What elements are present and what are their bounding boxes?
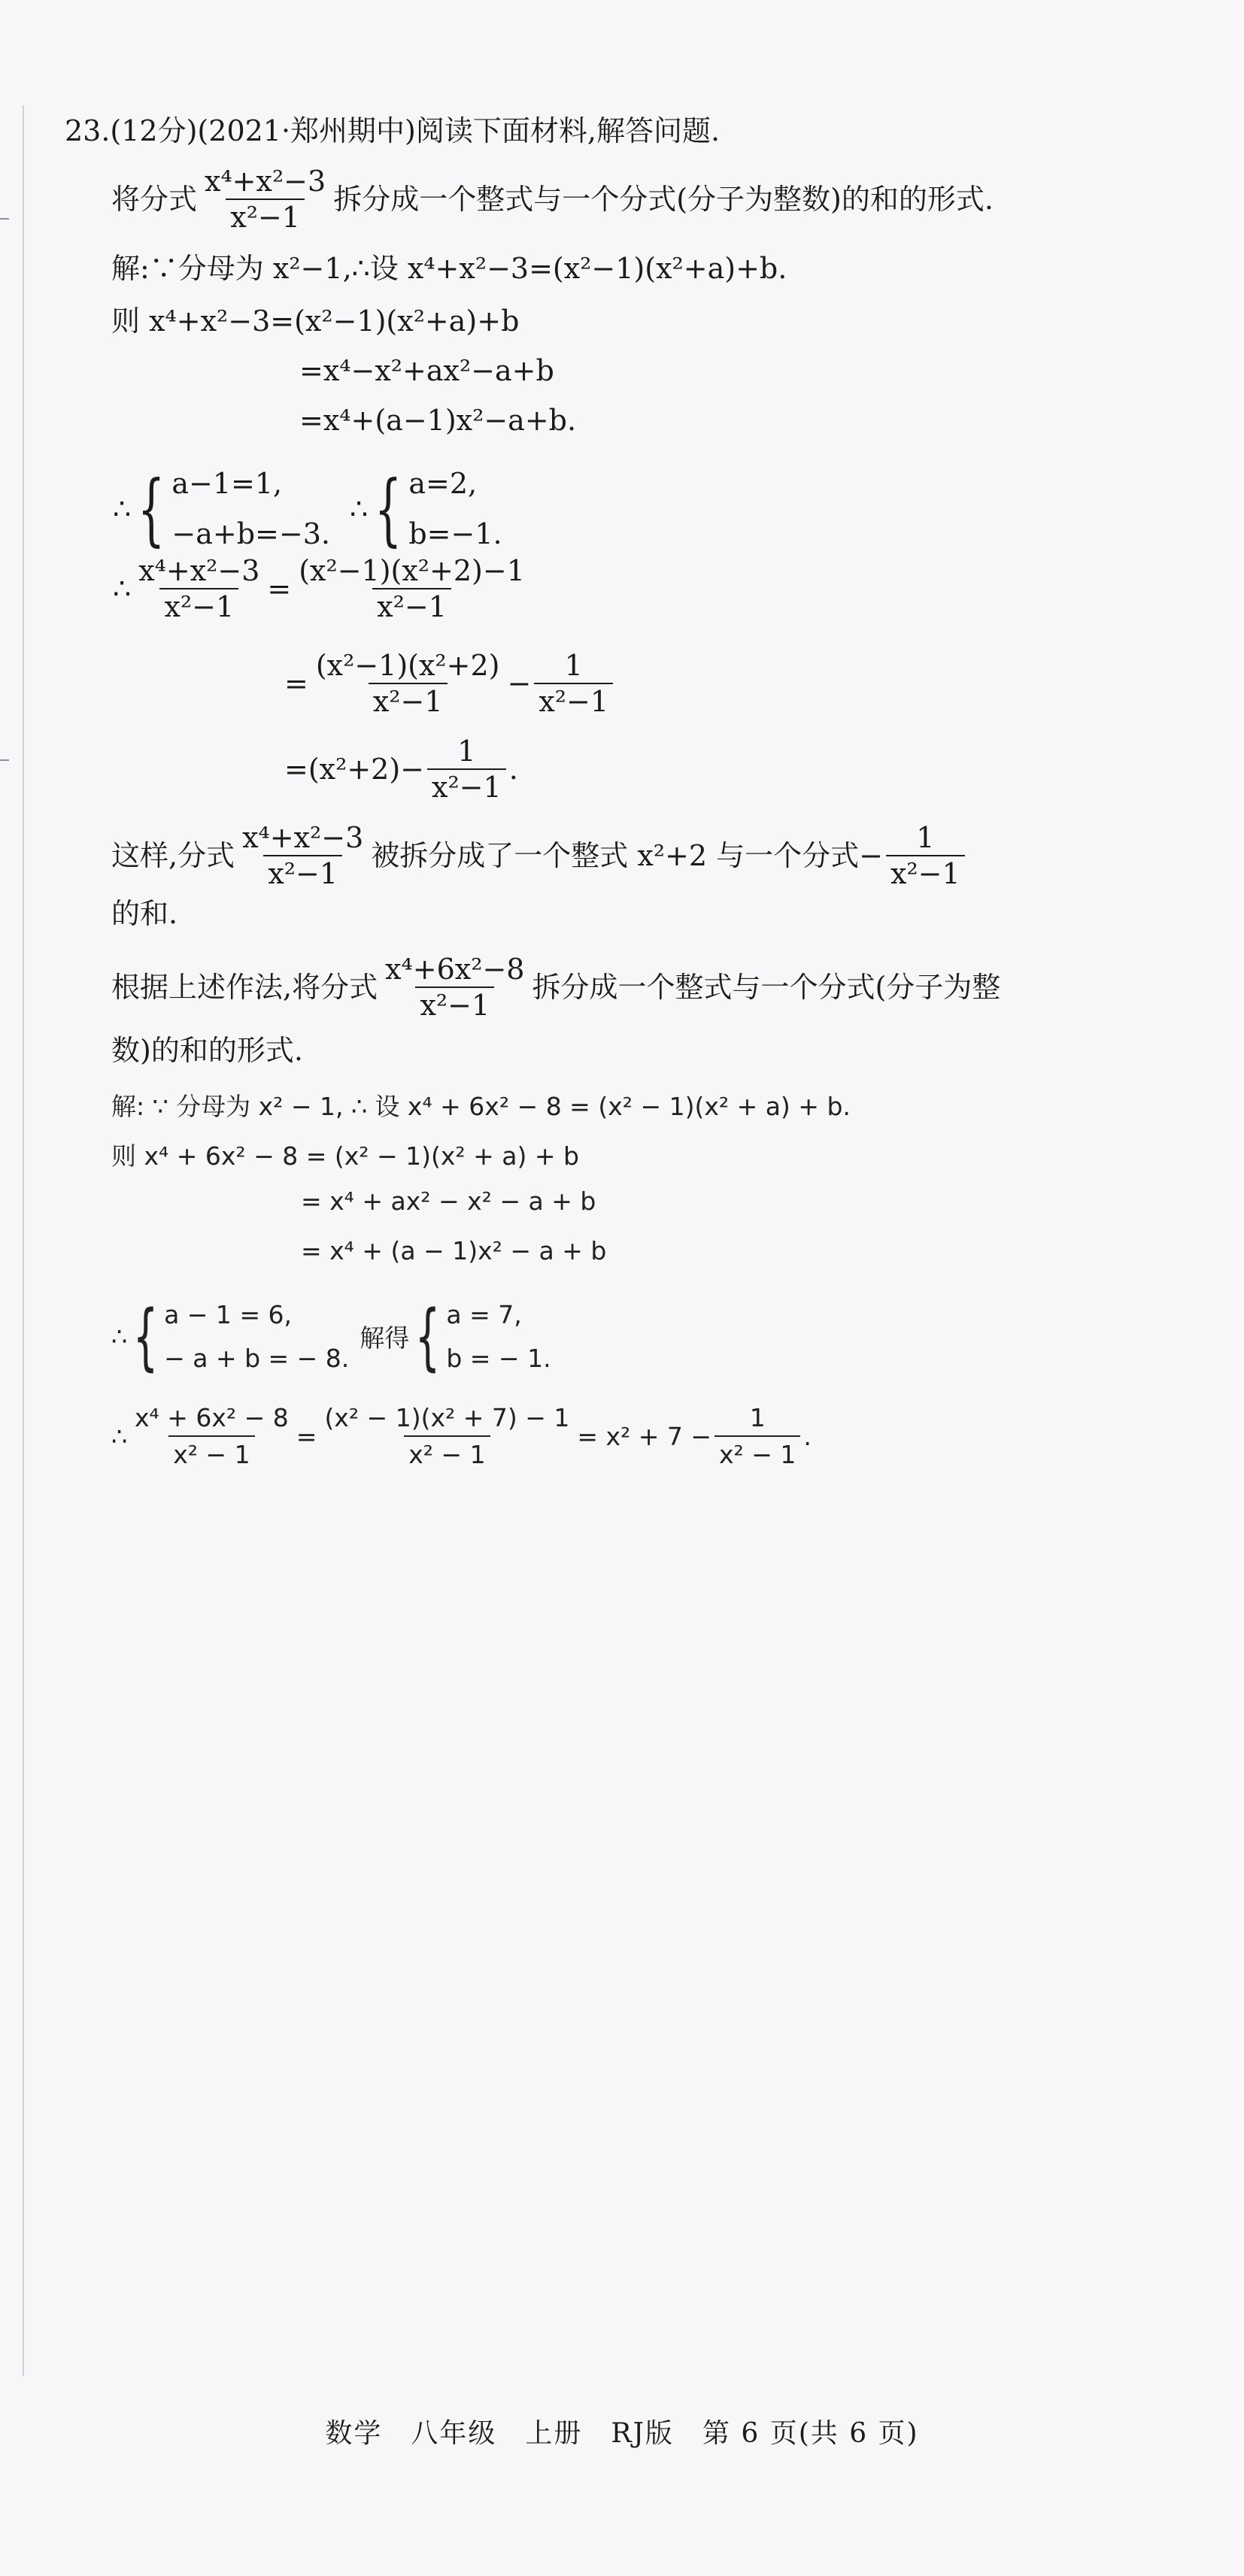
handwritten-line-3: = x⁴ + ax² − x² − a + b <box>301 1186 596 1216</box>
fraction-numerator: 1 <box>457 735 476 768</box>
task-line <box>111 955 1000 1020</box>
conclusion-mid: 被拆分成了一个整式 x²+2 与一个分式− <box>371 839 883 872</box>
solution-b: b=−1. <box>408 517 502 550</box>
minus-sign: − <box>507 667 532 700</box>
conclusion-fraction <box>238 823 368 888</box>
fraction-denominator: x² − 1 <box>715 1435 800 1469</box>
handwritten-line-4: = x⁴ + (a − 1)x² − a + b <box>301 1236 607 1265</box>
task-pre: 根据上述作法,将分式 <box>111 971 378 1004</box>
fraction-numerator: x⁴+x²−3 <box>138 554 260 587</box>
system-eq-2: −a+b=−3. <box>171 517 330 550</box>
solution-line-1: 解:∵分母为 x²−1,∴设 x⁴+x²−3=(x²−1)(x²+a)+b. <box>111 252 787 285</box>
equals-sign: = <box>267 572 292 605</box>
margin-rule <box>23 105 24 2376</box>
equals-sign: = <box>296 1421 317 1451</box>
fraction-numerator: (x²−1)(x²+2) <box>315 649 500 682</box>
intro-line <box>111 167 994 232</box>
left-brace: { <box>138 462 165 555</box>
period: . <box>803 1421 812 1451</box>
intro-fraction <box>200 167 330 232</box>
fraction-denominator: x²−1 <box>415 986 494 1020</box>
unit-fraction <box>534 651 613 716</box>
therefore-symbol: ∴ <box>111 1421 127 1451</box>
step-1 <box>113 556 532 621</box>
page-footer: 数学 八年级 上册 RJ版 第 6 页(共 6 页) <box>325 2418 919 2449</box>
equation-system <box>164 1293 349 1380</box>
handwritten-line-2: 则 x⁴ + 6x² − 8 = (x² − 1)(x² + a) + b <box>111 1141 579 1171</box>
therefore-symbol: ∴ <box>349 492 369 526</box>
step3-text: =(x²+2)− <box>284 753 425 786</box>
handwritten-system <box>111 1293 551 1380</box>
fraction-denominator: x²−1 <box>263 855 342 888</box>
unit-fraction <box>715 1403 800 1469</box>
margin-tick <box>0 218 9 220</box>
fraction-numerator: x⁴+x²−3 <box>205 165 326 198</box>
step2-fraction <box>311 651 505 716</box>
margin-tick <box>0 759 9 761</box>
step-3 <box>284 737 518 802</box>
rhs-fraction <box>294 556 529 621</box>
fraction-denominator: x²−1 <box>159 588 238 621</box>
solution-line-2: 则 x⁴+x²−3=(x²−1)(x²+a)+b <box>111 305 520 338</box>
equation-system <box>171 459 330 559</box>
system-eq-1: a − 1 = 6, <box>164 1300 293 1329</box>
solution-a: a=2, <box>408 467 478 500</box>
solve-word: 解得 <box>360 1323 410 1353</box>
unit-fraction <box>427 737 506 802</box>
solution-line-3: =x⁴−x²+ax²−a+b <box>299 354 554 387</box>
equals-sign: = <box>284 667 308 700</box>
fraction-denominator: x² − 1 <box>168 1435 254 1469</box>
conclusion-end: 的和. <box>111 897 178 930</box>
fraction-denominator: x²−1 <box>372 588 451 621</box>
left-brace: { <box>415 1294 441 1379</box>
fraction-denominator: x²−1 <box>226 199 305 232</box>
lhs-fraction <box>130 1403 293 1469</box>
task-post: 拆分成一个整式与一个分式(分子为整 <box>532 971 1001 1004</box>
left-brace: { <box>132 1294 159 1379</box>
therefore-symbol: ∴ <box>113 492 132 526</box>
fraction-numerator: (x² − 1)(x² + 7) − 1 <box>324 1403 570 1432</box>
intro-post: 拆分成一个整式与一个分式(分子为整数)的和的形式. <box>333 183 994 216</box>
task-end: 数)的和的形式. <box>111 1034 303 1067</box>
fraction-denominator: x²−1 <box>369 683 448 716</box>
fraction-numerator: x⁴ + 6x² − 8 <box>135 1403 289 1432</box>
unit-fraction <box>886 823 965 888</box>
lhs-fraction <box>134 556 264 621</box>
fraction-denominator: x²−1 <box>427 768 506 802</box>
solution-b: b = − 1. <box>446 1343 551 1373</box>
fraction-numerator: x⁴+x²−3 <box>242 821 364 854</box>
problem-header: 23.(12分)(2021·郑州期中)阅读下面材料,解答问题. <box>65 114 721 147</box>
solution-system <box>446 1293 551 1380</box>
conclusion-pre: 这样,分式 <box>111 839 235 872</box>
system-eq-2: − a + b = − 8. <box>164 1343 350 1373</box>
fraction-denominator: x²−1 <box>886 855 965 888</box>
conclusion-line <box>111 823 968 888</box>
fraction-denominator: x² − 1 <box>404 1435 490 1469</box>
step-2 <box>284 651 616 716</box>
fraction-denominator: x²−1 <box>534 683 613 716</box>
fraction-numerator: x⁴+6x²−8 <box>385 953 525 986</box>
handwritten-line-1: 解: ∵ 分母为 x² − 1, ∴ 设 x⁴ + 6x² − 8 = (x² − 1)(x² + a) + b. <box>111 1092 851 1121</box>
therefore-symbol: ∴ <box>113 572 132 605</box>
task-fraction <box>381 955 529 1020</box>
final-mid: = x² + 7 − <box>577 1421 712 1451</box>
fraction-numerator: 1 <box>564 649 583 682</box>
fraction-numerator: 1 <box>916 821 935 854</box>
left-brace: { <box>375 462 402 555</box>
solution-system <box>408 459 502 559</box>
fraction-numerator: 1 <box>749 1403 766 1432</box>
solution-line-4: =x⁴+(a−1)x²−a+b. <box>299 404 577 437</box>
system-eq-1: a−1=1, <box>171 467 283 500</box>
system-block <box>113 459 502 559</box>
fraction-numerator: (x²−1)(x²+2)−1 <box>299 554 525 587</box>
intro-pre: 将分式 <box>111 183 198 216</box>
therefore-symbol: ∴ <box>111 1322 127 1352</box>
period: . <box>508 753 518 786</box>
solution-a: a = 7, <box>446 1300 522 1329</box>
rhs-fraction <box>320 1403 574 1469</box>
handwritten-final <box>111 1403 812 1469</box>
